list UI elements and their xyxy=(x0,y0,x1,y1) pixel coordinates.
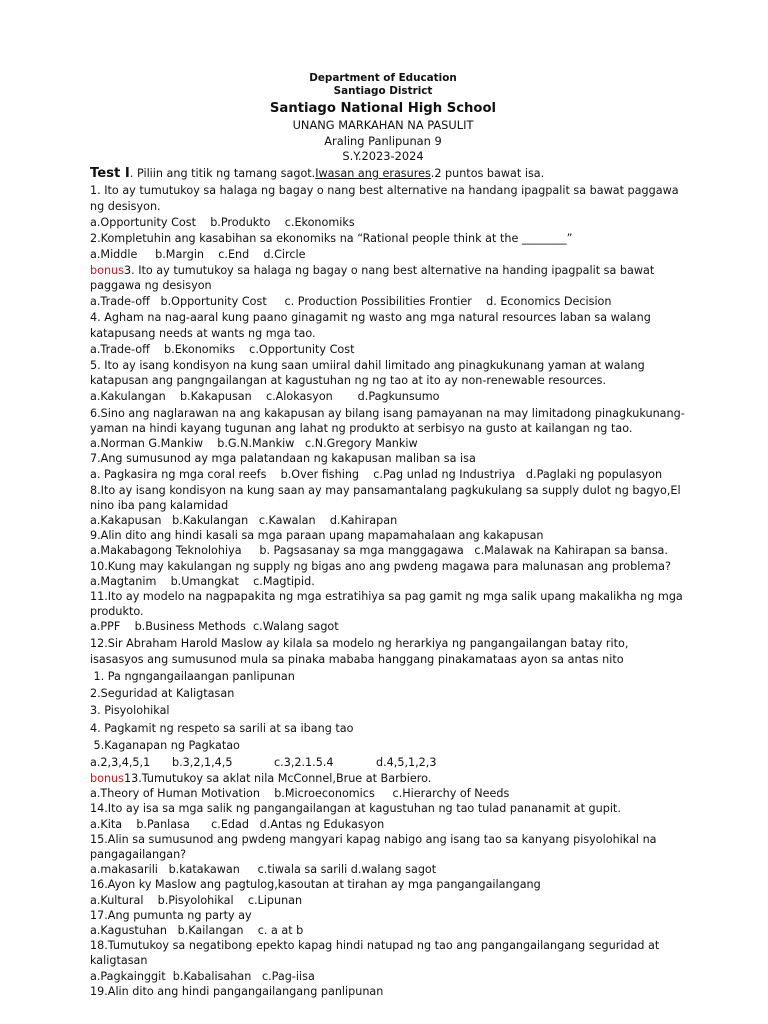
hierarchy-item: 4. Pagkamit ng respeto sa sarili at sa ibang tao xyxy=(90,721,354,735)
exam-title: UNANG MARKAHAN NA PASULIT xyxy=(292,118,474,132)
question-line: kaligtasan xyxy=(90,954,148,968)
question-line: 17.Ang pumunta ng party ay xyxy=(90,908,252,922)
answer-choices xyxy=(90,755,676,770)
answer-choices: a.Middle b.Margin c.End d.Circle xyxy=(90,247,306,261)
hierarchy-item: 1. Pa ngngangailaangan panlipunan xyxy=(90,670,295,683)
answer-choices: a.Opportunity Cost b.Produkto c.Ekonomiks xyxy=(90,216,355,230)
answer-choices: a.Kultural b.Pisyolohikal c.Lipunan xyxy=(90,893,303,907)
school-name: Santiago National High School xyxy=(269,101,497,116)
choice-a: a.2,3,4,5,1 xyxy=(90,756,151,770)
answer-choices: a.Kakapusan b.Kakulangan c.Kawalan d.Kahirapan xyxy=(90,513,398,527)
question-line: pangagailangan? xyxy=(90,848,187,862)
question-line: paggawa ng desisyon xyxy=(90,278,212,292)
hierarchy-item: 3. Pisyolohikal xyxy=(90,704,170,718)
answer-choices: a.Trade-off b.Opportunity Cost c. Production Possibilities Frontier d. Economics Decision xyxy=(90,295,612,309)
department-title: Department of Education xyxy=(309,72,457,84)
question-line: 1. Ito ay tumutukoy sa halaga ng bagay o nang best alternative na handang ipagpalit sa bawat paggawa xyxy=(90,183,679,197)
answer-choices: a.Norman G.Mankiw b.G.N.Mankiw c.N.Gregory Mankiw xyxy=(90,436,418,450)
instruction-underlined: Iwasan ang erasures xyxy=(315,166,431,180)
answer-choices: a.Trade-off b.Ekonomiks c.Opportunity Cost xyxy=(90,342,355,356)
answer-choices: a.Kagustuhan b.Kailangan c. a at b xyxy=(90,924,304,938)
question-line xyxy=(90,771,676,786)
answer-choices: a.Makabagong Teknolohiya b. Pagsasanay sa mga manggagawa c.Malawak na Kahirapan sa bansa. xyxy=(90,544,668,558)
answer-choices: a. Pagkasira ng mga coral reefs b.Over fishing c.Pag unlad ng Industriya d.Paglaki ng populasyon xyxy=(90,468,663,482)
instruction-points: .2 puntos bawat isa. xyxy=(430,166,545,180)
question-line: 12.Sir Abraham Harold Maslow ay kilala sa modelo ng herarkiya ng pangangailangan batay rito, xyxy=(90,636,629,650)
question-line: 5. Ito ay isang kondisyon na kung saan umiiral dahil limitado ang pinagkukunang yaman at walang xyxy=(90,358,645,372)
question-line: isasasyos ang sumusunod mula sa pinaka mababa hanggang pinakamataas ayon sa antas nito xyxy=(90,652,624,666)
question-line: katapusan ang pangngailangan at kagustuhan ng ng tao at ito ay non-renewable resources. xyxy=(90,374,607,388)
question-line: ng desisyon. xyxy=(90,199,161,213)
question-line: 11.Ito ay modelo na nagpapakita ng mga estratihiya sa pag gamit ng mga salik upang makalikha ng mga xyxy=(90,589,683,603)
question-line: 7.Ang sumusunod ay mga palatandaan ng kakapusan maliban sa isa xyxy=(90,452,476,466)
choice-d: d.4,5,1,2,3 xyxy=(376,756,437,770)
test-label: Test I xyxy=(90,165,130,181)
answer-choices: a.makasarili b.katakawan c.tiwala sa sarili d.walang sagot xyxy=(90,863,437,877)
question-line: produkto. xyxy=(90,605,144,619)
school-year: S.Y.2023-2024 xyxy=(342,149,424,163)
bonus-label: bonus xyxy=(90,772,124,786)
question-line: 10.Kung may kakulangan ng supply ng bigas ano ang pwdeng magawa para malunasan ang problema? xyxy=(90,559,671,573)
test-instructions xyxy=(90,166,676,181)
choice-b: b.3,2,1,4,5 xyxy=(172,756,233,770)
question-text: 13.Tumutukoy sa aklat nila McConnel,Brue at Barbiero. xyxy=(123,772,432,786)
question-line: 2.Kompletuhin ang kasabihan sa ekonomiks na “Rational people think at the ________” xyxy=(90,232,573,246)
question-line: 9.Alin dito ang hindi kasali sa mga paraan upang mapamahalaan ang kakapusan xyxy=(90,529,544,543)
question-line xyxy=(90,263,676,278)
district-title: Santiago District xyxy=(333,85,433,97)
question-line: 8.Ito ay isang kondisyon na kung saan ay may pansamantalang pagkukulang sa supply dulot ng bagyo,El xyxy=(90,483,681,497)
bonus-label: bonus xyxy=(90,263,124,277)
question-line: 16.Ayon ky Maslow ang pagtulog,kasoutan at tirahan ay mga pangangailangang xyxy=(90,878,541,892)
answer-choices: a.Theory of Human Motivation b.Microeconomics c.Hierarchy of Needs xyxy=(90,787,510,801)
question-line: 18.Tumutukoy sa negatibong epekto kapag hindi natupad ng tao ang pangangailangang seguridad at xyxy=(90,939,660,953)
answer-choices: a.Pagkainggit b.Kabalisahan c.Pag-iisa xyxy=(90,969,315,983)
hierarchy-item: 2.Seguridad at Kaligtasan xyxy=(90,687,235,701)
question-line: nino iba pang kalamidad xyxy=(90,498,229,512)
answer-choices: a.PPF b.Business Methods c.Walang sagot xyxy=(90,620,339,634)
question-line: katapusang needs at wants ng mga tao. xyxy=(90,326,316,340)
answer-choices: a.Kita b.Panlasa c.Edad d.Antas ng Edukasyon xyxy=(90,817,385,831)
question-line: 15.Alin sa sumusunod ang pwdeng mangyari kapag nabigo ang isang tao sa kanyang pisyolohikal na xyxy=(90,832,657,846)
question-line: 6.Sino ang naglarawan na ang kakapusan ay bilang isang pamayanan na may limitadong pinagkukunang- xyxy=(90,406,685,420)
question-text: 3. Ito ay tumutukoy sa halaga ng bagay o nang best alternative na handing ipagpalit sa bawat xyxy=(123,263,655,277)
instruction-text: . Piliin ang titik ng tamang sagot. xyxy=(129,166,316,180)
question-line: 19.Alin dito ang hindi pangangailangang panlipunan xyxy=(90,984,384,998)
answer-choices: a.Kakulangan b.Kakapusan c.Alokasyon d.Pagkunsumo xyxy=(90,390,440,404)
question-line: 4. Agham na nag-aaral kung paano ginagamit ng wasto ang mga natural resources laban sa walang xyxy=(90,311,651,325)
exam-header xyxy=(90,72,676,165)
question-line: 14.Ito ay isa sa mga salik ng pangangailangan at kagustuhan ng tao tulad pananamit at gupit. xyxy=(90,802,621,816)
answer-choices: a.Magtanim b.Umangkat c.Magtipid. xyxy=(90,574,315,588)
hierarchy-item: 5.Kaganapan ng Pagkatao xyxy=(90,738,240,752)
question-line: yaman na hindi kayang tugunan ang lahat ng produkto at serbisyo na gusto at kailangan ng tao. xyxy=(90,421,633,435)
subject-title: Araling Panlipunan 9 xyxy=(324,133,442,148)
choice-c: c.3,2.1.5.4 xyxy=(274,756,334,770)
